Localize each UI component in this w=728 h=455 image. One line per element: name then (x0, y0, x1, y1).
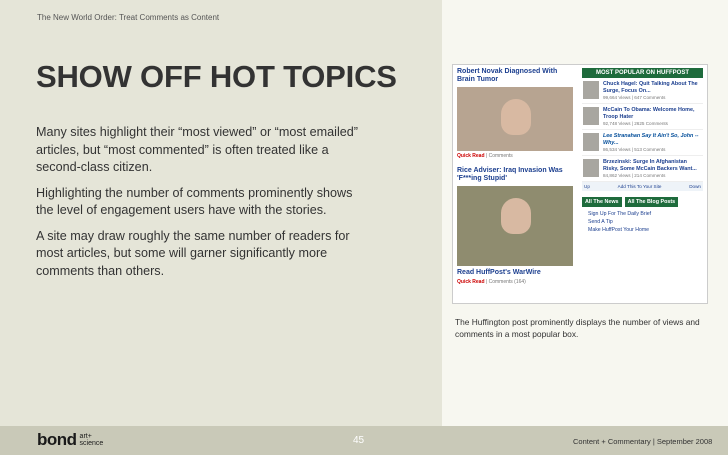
list-item[interactable] (582, 78, 703, 104)
huffpost-screenshot (452, 64, 708, 304)
page-number: 45 (353, 435, 365, 446)
item-title[interactable]: Lee Stranahan Say It Ain't So, John -- Why... (603, 133, 699, 146)
thumbnail (583, 133, 599, 151)
headline[interactable]: Read HuffPost's WarWire (457, 269, 541, 276)
item-stats: 84,862 Views | 214 Comments (603, 173, 666, 178)
paragraph: Highlighting the number of comments prominently shows the level of engagement users have with the stories. (36, 185, 353, 217)
most-popular-box (582, 68, 703, 235)
thumbnail (583, 81, 599, 99)
send-tip-link[interactable]: Send A Tip (588, 219, 613, 225)
most-popular-header: MOST POPULAR ON HUFFPOST (582, 68, 703, 78)
news-photo (457, 186, 573, 266)
item-stats: 86,534 Views | 513 Comments (603, 147, 666, 152)
daily-brief-link[interactable]: Sign Up For The Daily Brief (588, 211, 652, 217)
up-link[interactable]: Up (584, 184, 590, 189)
add-to-site-link[interactable]: Add This To Your Site (617, 184, 662, 189)
down-link[interactable]: Down (689, 184, 701, 189)
face-shape (501, 99, 531, 135)
quick-read-link[interactable]: Quick Read (457, 153, 485, 159)
logo-subtitle (80, 433, 104, 447)
comments-link[interactable]: Comments (488, 153, 513, 159)
footer-text: Content + Commentary | September 2008 (573, 437, 713, 446)
make-home-link[interactable]: Make HuffPost Your Home (588, 227, 650, 233)
headline[interactable]: Rice Adviser: Iraq Invasion Was 'F***ing Stupid' (457, 167, 563, 182)
logo-sub-line: art+ (79, 433, 92, 440)
face-shape (501, 198, 531, 234)
most-popular-footer (582, 182, 703, 191)
item-stats: 92,748 Views | 2625 Comments (603, 121, 668, 126)
logo-sub-line: science (79, 440, 104, 447)
news-photo (457, 87, 573, 151)
item-stats: 99,664 Views | 647 Comments (603, 95, 666, 100)
caption: The Huffington post prominently displays the number of views and comments in a most popular box. (455, 317, 700, 339)
item-title[interactable]: McCain To Obama: Welcome Home, Troop Hater (603, 107, 695, 120)
paragraph: A site may draw roughly the same number of readers for most articles, but some will garner significantly more comments than others. (36, 228, 350, 278)
thumbnail (583, 159, 599, 177)
item-title[interactable]: Brzezinski: Surge In Afghanistan Risky, Some McCain Backers Want... (603, 159, 697, 172)
body-text (36, 124, 366, 288)
deck-title: The New World Order: Treat Comments as Content (37, 13, 220, 22)
paragraph: Many sites highlight their “most viewed” or “most emailed” articles, but “most commented” is often treated like a second-class citizen. (36, 125, 358, 174)
thumbnail (583, 107, 599, 125)
article-meta: Quick Read | Comments (457, 153, 513, 159)
list-item[interactable] (582, 156, 703, 182)
item-title[interactable]: Chuck Hagel: Quit Talking About The Surge, Focus On... (603, 81, 698, 94)
quick-read-link[interactable]: Quick Read (457, 279, 485, 285)
bond-logo (37, 430, 103, 450)
news-column (457, 68, 577, 285)
logo-word: bond (37, 430, 77, 449)
article-meta: Quick Read | Comments (164) (457, 279, 526, 285)
list-item[interactable] (582, 104, 703, 130)
list-item[interactable] (582, 130, 703, 156)
headline[interactable]: Robert Novak Diagnosed With Brain Tumor (457, 68, 558, 83)
slide-heading: SHOW OFF HOT TOPICS (36, 59, 397, 94)
links-list (582, 211, 703, 233)
tab-all-news[interactable]: All The News (582, 197, 622, 207)
tab-all-blog-posts[interactable]: All The Blog Posts (625, 197, 679, 207)
tabs (582, 197, 703, 207)
comments-link[interactable]: Comments (164) (488, 279, 526, 285)
